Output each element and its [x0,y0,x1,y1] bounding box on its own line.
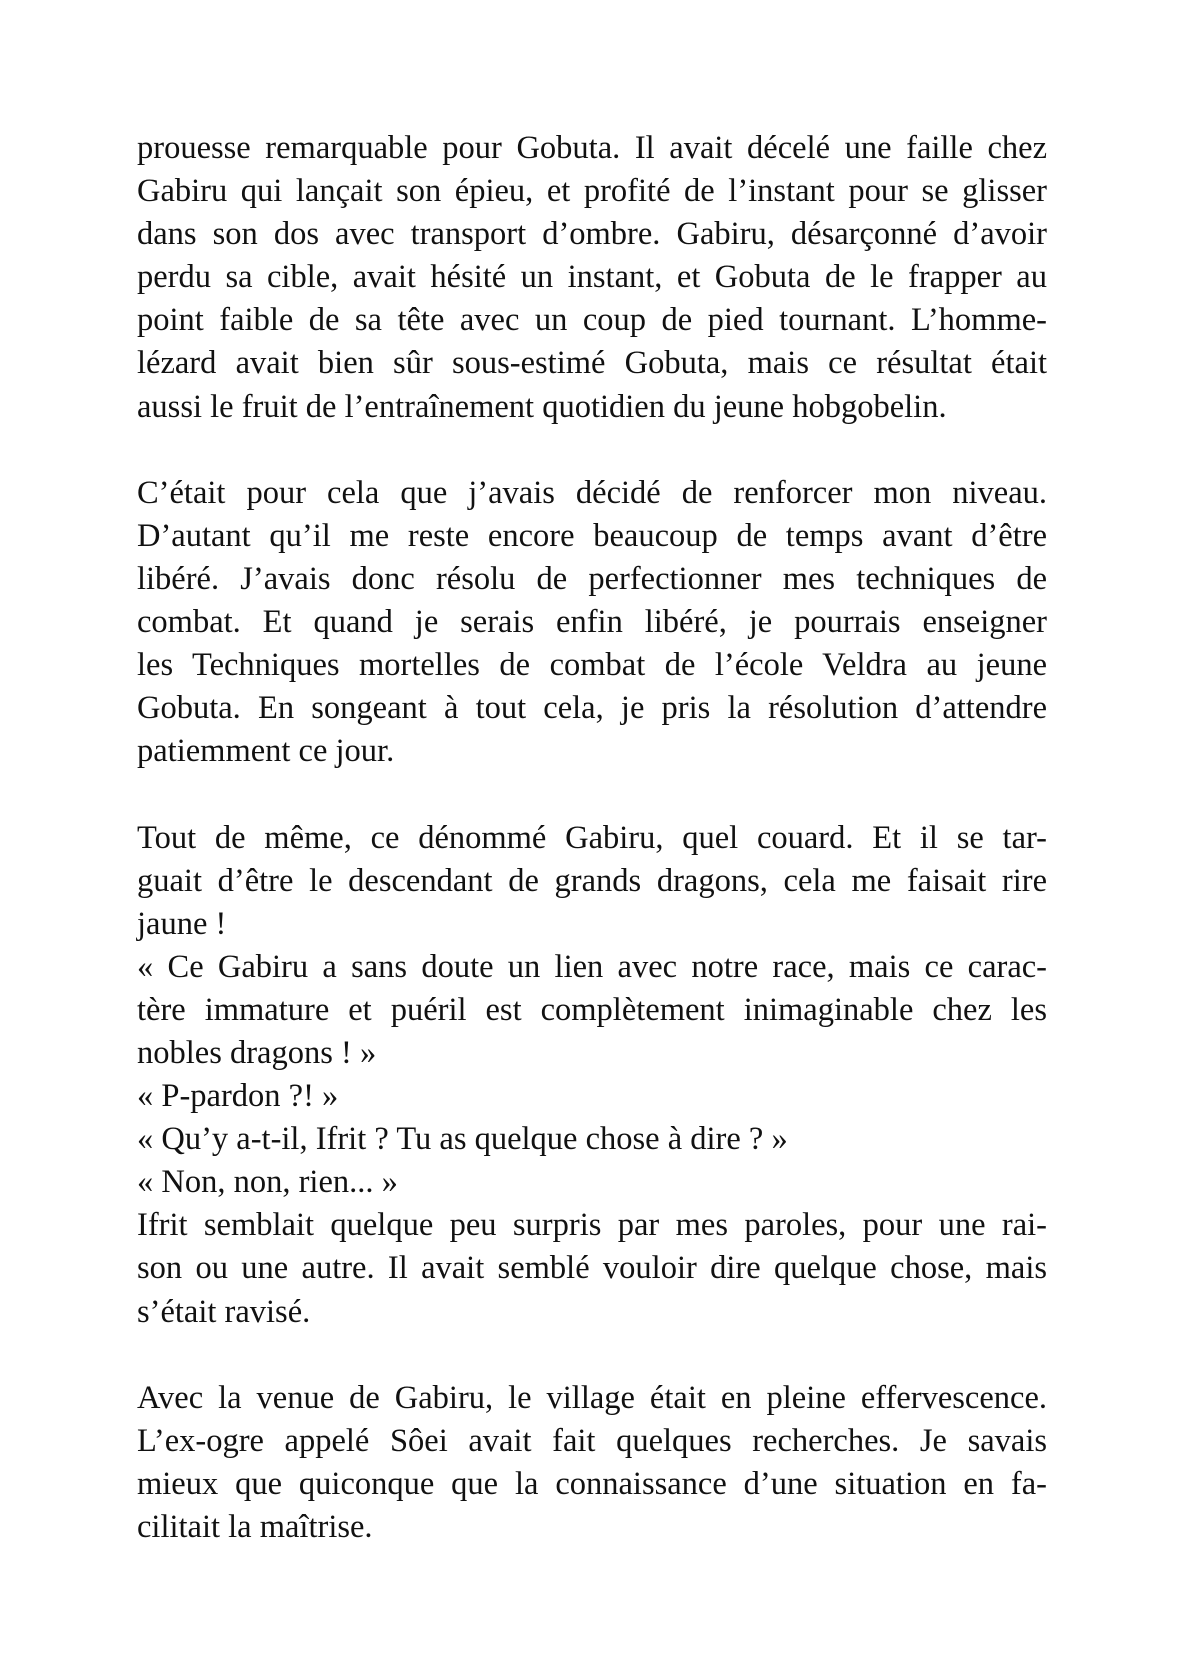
text-line: Avec la venue de Gabiru, le village était en pleine effervescence. [137,1379,1047,1416]
text-line: guait d’être le descendant de grands dragons, cela me faisait rire [137,862,1047,899]
text-line: L’ex-ogre appelé Sôei avait fait quelques recherches. Je savais [137,1422,1047,1459]
text-line: C’était pour cela que j’avais décidé de renforcer mon niveau. [137,474,1047,511]
text-line: les Techniques mortelles de combat de l’école Veldra au jeune [137,647,1047,684]
text-line: aussi le fruit de l’entraînement quotidien du jeune hobgobelin. [137,388,947,425]
paragraph-gap [137,1334,1047,1377]
text-line: prouesse remarquable pour Gobuta. Il avait décelé une faille chez [137,130,1047,166]
text-line: patiemment ce jour. [137,733,395,770]
text-line: lézard avait bien sûr sous-estimé Gobuta, mais ce résultat était [137,345,1047,382]
text-line: tère immature et puéril est complètement inimaginable chez les [137,991,1047,1028]
text-line: perdu sa cible, avait hésité un instant, et Gobuta de le frapper au [137,259,1047,296]
text-line: libéré. J’avais donc résolu de perfectionner mes techniques de [137,560,1047,597]
text-line: « P-pardon ?! » [137,1078,339,1115]
text-line: « Ce Gabiru a sans doute un lien avec notre race, mais ce carac- [137,948,1047,985]
text-line: Tout de même, ce dénommé Gabiru, quel couard. Et il se tar- [137,819,1047,856]
text-line: « Qu’y a-t-il, Ifrit ? Tu as quelque chose à dire ? » [137,1121,788,1158]
text-line: mieux que quiconque que la connaissance d’une situation en fa- [137,1465,1047,1502]
text-line: combat. Et quand je serais enfin libéré, je pourrais enseigner [137,604,1047,641]
paragraph-4 [137,1377,1047,1549]
text-line: cilitait la maîtrise. [137,1509,373,1545]
text-line: son ou une autre. Il avait semblé vouloir dire quelque chose, mais [137,1250,1047,1287]
paragraph-gap [137,429,1047,472]
text-line: dans son dos avec transport d’ombre. Gabiru, désarçonné d’avoir [137,216,1047,253]
text-line: s’était ravisé. [137,1293,311,1330]
body-text [137,127,1047,1549]
paragraph-gap [137,773,1047,816]
text-line: point faible de sa tête avec un coup de pied tournant. L’homme- [137,302,1047,339]
paragraph-1 [137,127,1047,429]
text-line: « Non, non, rien... » [137,1164,398,1201]
text-line: D’autant qu’il me reste encore beaucoup de temps avant d’être [137,517,1047,554]
text-line: jaune ! [137,905,227,942]
text-line: Gobuta. En songeant à tout cela, je pris la résolution d’attendre [137,690,1047,727]
text-line: Gabiru qui lançait son épieu, et profité de l’instant pour se glisser [137,173,1047,210]
text-line: nobles dragons ! » [137,1034,377,1071]
paragraph-3 [137,817,1047,1334]
text-line: Ifrit semblait quelque peu surpris par mes paroles, pour une rai- [137,1207,1047,1244]
paragraph-2 [137,472,1047,774]
